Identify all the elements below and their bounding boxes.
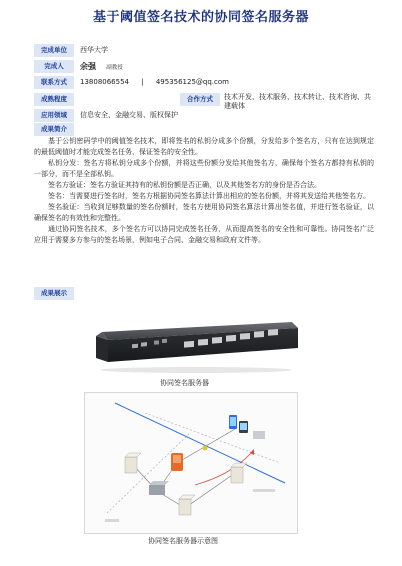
device-caption: 协同签名服务器: [160, 379, 209, 387]
summary-label: 成果简介: [34, 123, 74, 136]
unit-value: 西华大学: [80, 46, 108, 54]
diagram-caption: 协同签名服务器示意图: [148, 537, 218, 545]
paragraph: 私钥分发：签名方将私钥分成多个份额，并将这些份额分发给其他签名方，确保每个签名方都持有私钥的一部分，而不是全部私钥。: [34, 159, 374, 178]
server-device-image: [92, 318, 300, 376]
contact-label: 联系方式: [34, 76, 74, 89]
person-name: 余强: [80, 62, 96, 71]
phone: 13808066554: [80, 78, 129, 86]
maturity-label: 成熟程度: [34, 93, 74, 106]
paragraph: 通过协同签名技术，多个签名方可以协同完成签名任务，从而提高签名的安全性和可靠性。协同签名广泛应用于需要多方参与的签名场景，例如电子合同、金融交易和政府文件等。: [34, 225, 374, 244]
coop-label: 合作方式: [180, 93, 220, 106]
page-title: 基于阈值签名技术的协同签名服务器: [92, 10, 309, 25]
person-value: [80, 60, 123, 75]
person-title: 副教授: [106, 65, 123, 71]
field-value: 信息安全、金融交易、版权保护: [80, 111, 178, 119]
paragraph: 签名方验证：签名方验证其持有的私钥份额是否正确，以及其他签名方的身份是否合法。: [48, 181, 321, 189]
summary-text: [34, 136, 374, 246]
field-label: 应用领域: [34, 109, 74, 122]
architecture-diagram: [84, 392, 298, 534]
qq-email: 495356125@qq.com: [155, 78, 229, 86]
unit-label: 完成单位: [34, 44, 74, 57]
contact-separator: |: [141, 78, 144, 86]
showcase-label: 成果展示: [34, 287, 74, 300]
paragraph: 签名验证：当收到足够数量的签名份额时，签名方使用协同签名算法计算出签名值，并进行签名验证，以确保签名的有效性和完整性。: [34, 203, 374, 222]
paragraph: 签名：当需要进行签名时，签名方根据协同签名算法计算出相应的签名份额，并将其发送给其他签名方。: [48, 192, 370, 200]
paragraph: 基于公钥密码学中的阈值签名技术，即将签名的私钥分成多个份额，分发给多个签名方，只有在达到规定的最低阈值时才能完成签名任务，保证签名的安全性。: [34, 137, 374, 156]
contact-value: [80, 76, 229, 89]
coop-value: 技术开发、技术服务、技术转让、技术咨询、共建载体: [224, 93, 371, 110]
person-label: 完成人: [34, 60, 74, 73]
